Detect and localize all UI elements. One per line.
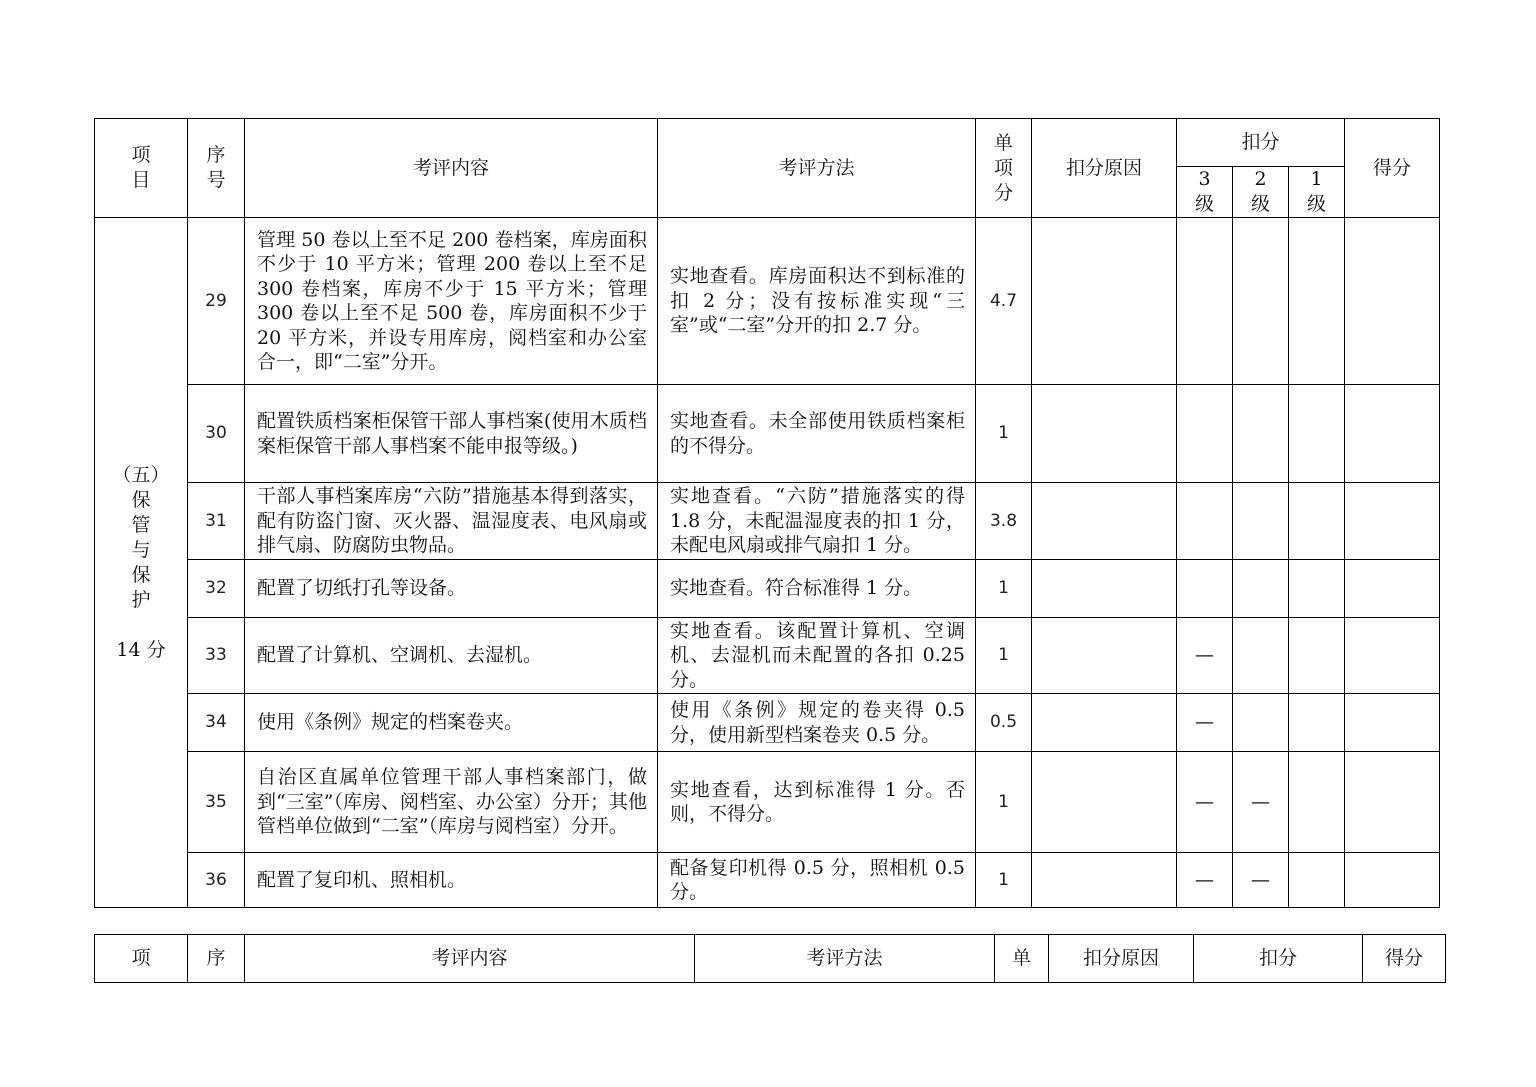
row-method: 实地查看。未全部使用铁质档案柜的不得分。	[658, 385, 976, 483]
row-seq: 31	[188, 483, 245, 560]
row-single-score: 4.7	[976, 218, 1032, 385]
row-content: 配置了复印机、照相机。	[245, 853, 658, 908]
row-seq: 36	[188, 853, 245, 908]
row-reason	[1032, 618, 1177, 694]
row-level1	[1289, 218, 1345, 385]
row-level3: —	[1177, 853, 1233, 908]
header-deduct: 扣分	[1177, 119, 1345, 167]
next-header-single: 单	[995, 935, 1049, 983]
row-seq: 32	[188, 560, 245, 618]
row-score	[1345, 218, 1440, 385]
row-single-score: 0.5	[976, 694, 1032, 752]
next-header-reason: 扣分原因	[1049, 935, 1194, 983]
row-single-score: 1	[976, 385, 1032, 483]
header-content: 考评内容	[245, 119, 658, 218]
row-level1	[1289, 694, 1345, 752]
next-header-deduct: 扣分	[1194, 935, 1363, 983]
row-seq: 30	[188, 385, 245, 483]
row-level3: —	[1177, 694, 1233, 752]
row-score	[1345, 618, 1440, 694]
row-level1	[1289, 752, 1345, 853]
row-single-score: 1	[976, 853, 1032, 908]
row-reason	[1032, 694, 1177, 752]
row-reason	[1032, 752, 1177, 853]
next-header-seq: 序	[188, 935, 245, 983]
table-row	[95, 385, 1440, 483]
row-level1	[1289, 385, 1345, 483]
table-row	[95, 560, 1440, 618]
next-header-content: 考评内容	[245, 935, 695, 983]
row-content: 管理 50 卷以上至不足 200 卷档案，库房面积不少于 10 平方米；管理 200 卷以上至不足 300 卷档案，库房不少于 15 平方米；管理 300 卷以上至不足 500 卷，库房面积不少于 20 平方米，并设专用库房，阅档室和办公室合一，即“二室”分开。	[245, 218, 658, 385]
row-score	[1345, 385, 1440, 483]
row-level3	[1177, 385, 1233, 483]
table-row	[95, 218, 1440, 385]
row-score	[1345, 483, 1440, 560]
table-row	[95, 853, 1440, 908]
row-reason	[1032, 483, 1177, 560]
row-single-score: 1	[976, 752, 1032, 853]
row-content: 使用《条例》规定的档案卷夹。	[245, 694, 658, 752]
row-level2	[1233, 385, 1289, 483]
row-content: 干部人事档案库房“六防”措施基本得到落实，配有防盗门窗、灭火器、温湿度表、电风扇或排气扇、防腐防虫物品。	[245, 483, 658, 560]
row-single-score: 1	[976, 618, 1032, 694]
header-reason: 扣分原因	[1032, 119, 1177, 218]
row-level3	[1177, 218, 1233, 385]
header-level3: 3 级	[1177, 167, 1233, 218]
table-row	[95, 483, 1440, 560]
row-content: 配置了切纸打孔等设备。	[245, 560, 658, 618]
evaluation-table	[94, 118, 1440, 908]
row-level3	[1177, 483, 1233, 560]
row-seq: 35	[188, 752, 245, 853]
row-level2: —	[1233, 752, 1289, 853]
row-single-score: 3.8	[976, 483, 1032, 560]
header-level2: 2 级	[1233, 167, 1289, 218]
row-method: 实地查看，达到标准得 1 分。否则，不得分。	[658, 752, 976, 853]
row-method: 使用《条例》规定的卷夹得 0.5 分，使用新型档案卷夹 0.5 分。	[658, 694, 976, 752]
table-row	[95, 752, 1440, 853]
header-score: 得分	[1345, 119, 1440, 218]
row-single-score: 1	[976, 560, 1032, 618]
header-level1: 1 级	[1289, 167, 1345, 218]
header-method: 考评方法	[658, 119, 976, 218]
row-level1	[1289, 560, 1345, 618]
row-level2	[1233, 483, 1289, 560]
header-single-score: 单 项 分	[976, 119, 1032, 218]
row-level2	[1233, 560, 1289, 618]
row-seq: 33	[188, 618, 245, 694]
row-level3: —	[1177, 752, 1233, 853]
section-label: （五） 保 管 与 保 护 14 分	[95, 218, 188, 908]
row-content: 配置铁质档案柜保管干部人事档案(使用木质档案柜保管干部人事档案不能申报等级。)	[245, 385, 658, 483]
row-level2	[1233, 694, 1289, 752]
next-header-method: 考评方法	[695, 935, 995, 983]
next-table-header	[94, 934, 1446, 983]
row-method: 实地查看。该配置计算机、空调机、去湿机而未配置的各扣 0.25 分。	[658, 618, 976, 694]
row-reason	[1032, 218, 1177, 385]
row-level1	[1289, 618, 1345, 694]
row-method: 实地查看。“六防”措施落实的得 1.8 分，未配温湿度表的扣 1 分，未配电风扇或排气扇扣 1 分。	[658, 483, 976, 560]
row-reason	[1032, 385, 1177, 483]
row-score	[1345, 694, 1440, 752]
row-method: 实地查看。符合标准得 1 分。	[658, 560, 976, 618]
row-score	[1345, 752, 1440, 853]
table-row	[95, 618, 1440, 694]
row-level1	[1289, 853, 1345, 908]
row-level2	[1233, 618, 1289, 694]
header-seq: 序 号	[188, 119, 245, 218]
row-score	[1345, 560, 1440, 618]
row-reason	[1032, 853, 1177, 908]
row-level2	[1233, 218, 1289, 385]
row-level3: —	[1177, 618, 1233, 694]
row-level3	[1177, 560, 1233, 618]
row-seq: 34	[188, 694, 245, 752]
row-reason	[1032, 560, 1177, 618]
row-content: 配置了计算机、空调机、去湿机。	[245, 618, 658, 694]
next-header-score: 得分	[1363, 935, 1446, 983]
table-row	[95, 694, 1440, 752]
header-item: 项 目	[95, 119, 188, 218]
row-method: 实地查看。库房面积达不到标准的扣 2 分；没有按标准实现“三室”或“二室”分开的扣 2.7 分。	[658, 218, 976, 385]
next-header-item: 项	[95, 935, 188, 983]
row-level1	[1289, 483, 1345, 560]
row-content: 自治区直属单位管理干部人事档案部门，做到“三室”（库房、阅档室、办公室）分开；其他管档单位做到“二室”（库房与阅档室）分开。	[245, 752, 658, 853]
row-level2: —	[1233, 853, 1289, 908]
row-seq: 29	[188, 218, 245, 385]
row-method: 配备复印机得 0.5 分，照相机 0.5 分。	[658, 853, 976, 908]
row-score	[1345, 853, 1440, 908]
